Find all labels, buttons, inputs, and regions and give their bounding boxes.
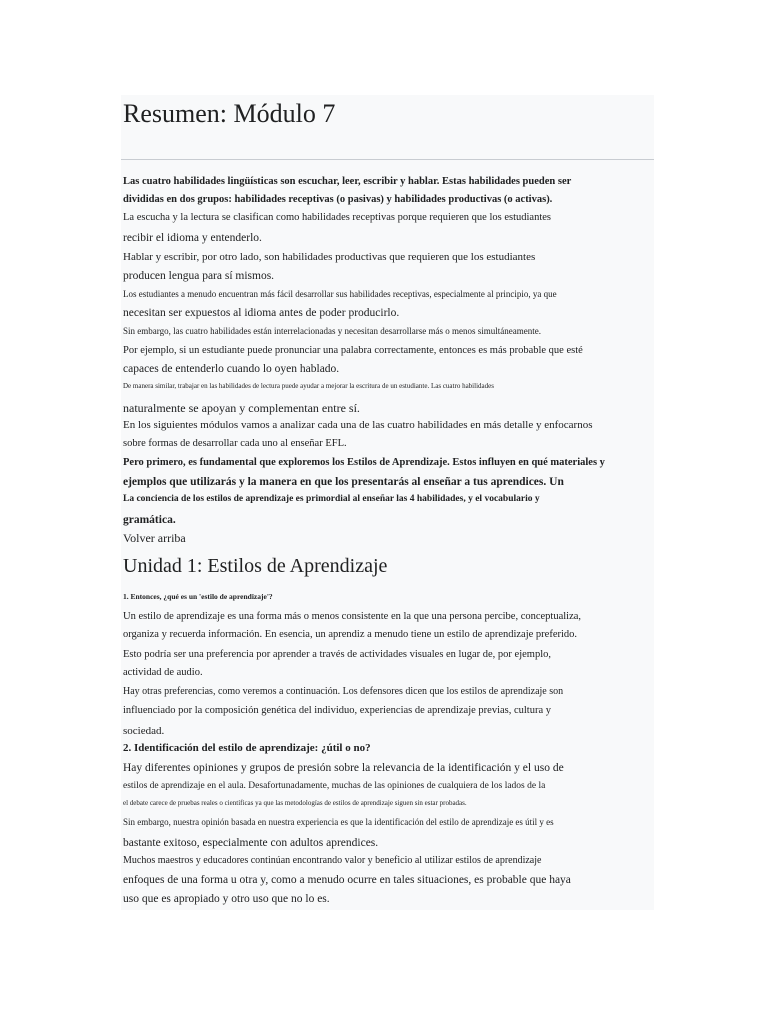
paragraph-line: Sin embargo, las cuatro habilidades están interrelacionadas y necesitan desarrollarse más o menos simultáneamente. — [123, 326, 541, 336]
paragraph-line: Hablar y escribir, por otro lado, son habilidades productivas que requieren que los estudiantes — [123, 251, 536, 263]
paragraph-line: estilos de aprendizaje en el aula. Desafortunadamente, muchas de las opiniones de cualquiera de los lados de la — [123, 781, 546, 791]
paragraph-line: La escucha y la lectura se clasifican como habilidades receptivas porque requieren que los estudiantes — [123, 212, 551, 223]
paragraph-line: el debate carece de pruebas reales o científicas ya que las metodologías de estilos de aprendizaje siguen sin estar probadas. — [123, 799, 467, 807]
unit-heading: Unidad 1: Estilos de Aprendizaje — [123, 555, 388, 577]
paragraph-line: Las cuatro habilidades lingüísticas son escuchar, leer, escribir y hablar. Estas habilidades pueden ser — [123, 176, 572, 187]
paragraph-line: organiza y recuerda información. En esencia, un aprendiz a menudo tiene un estilo de aprendizaje preferido. — [123, 629, 578, 640]
paragraph-line: influenciado por la composición genética del individuo, experiencias de aprendizaje previas, cultura y — [123, 705, 552, 716]
paragraph-line: Por ejemplo, si un estudiante puede pronunciar una palabra correctamente, entonces es más probable que esté — [123, 345, 583, 356]
paragraph-line: Sin embargo, nuestra opinión basada en nuestra experiencia es que la identificación del estilo de aprendizaje es útil y es — [123, 817, 554, 827]
paragraph-line: Muchos maestros y educadores continúan encontrando valor y beneficio al utilizar estilos de aprendizaje — [123, 855, 542, 866]
back-to-top-link[interactable]: Volver arriba — [123, 531, 186, 545]
paragraph-line: enfoques de una forma u otra y, como a menudo ocurre en tales situaciones, es probable que haya — [123, 874, 571, 886]
paragraph-line: capaces de entenderlo cuando lo oyen hablado. — [123, 363, 340, 375]
paragraph-line: En los siguientes módulos vamos a analizar cada una de las cuatro habilidades en más detalle y enfocarnos — [123, 419, 593, 431]
paragraph-line: La conciencia de los estilos de aprendizaje es primordial al enseñar las 4 habilidades, y el vocabulario y — [123, 494, 540, 504]
paragraph-line: divididas en dos grupos: habilidades receptivas (o pasivas) y habilidades productivas (o activas). — [123, 194, 553, 205]
paragraph-line: producen lengua para sí mismos. — [123, 270, 275, 282]
paragraph-line: actividad de audio. — [123, 667, 203, 678]
paragraph-line: ejemplos que utilizarás y la manera en que los presentarás al enseñar a tus aprendices. Un — [123, 476, 564, 488]
paragraph-line: Pero primero, es fundamental que exploremos los Estilos de Aprendizaje. Estos influyen en qué materiales y — [123, 457, 605, 468]
page-title: Resumen: Módulo 7 — [123, 99, 336, 128]
paragraph-line: De manera similar, trabajar en las habilidades de lectura puede ayudar a mejorar la escritura de un estudiante. Las cuatro habilidades — [123, 382, 494, 390]
paragraph-line: Esto podría ser una preferencia por aprender a través de actividades visuales en lugar de, por ejemplo, — [123, 649, 551, 660]
paragraph-line: Hay diferentes opiniones y grupos de presión sobre la relevancia de la identificación y el uso de — [123, 762, 564, 774]
paragraph-line: Un estilo de aprendizaje es una forma más o menos consistente en la que una persona percibe, conceptualiza, — [123, 611, 582, 622]
subheading: 1. Entonces, ¿qué es un 'estilo de aprendizaje'? — [123, 592, 273, 601]
paragraph-line: recibir el idioma y entenderlo. — [123, 232, 262, 244]
subheading: 2. Identificación del estilo de aprendizaje: ¿útil o no? — [123, 742, 371, 754]
title-divider — [121, 159, 654, 160]
paragraph-line: Hay otras preferencias, como veremos a continuación. Los defensores dicen que los estilos de aprendizaje son — [123, 686, 564, 697]
paragraph-line: necesitan ser expuestos al idioma antes de poder producirlo. — [123, 307, 400, 319]
paragraph-line: sociedad. — [123, 725, 165, 737]
paragraph-line: gramática. — [123, 514, 176, 526]
document-page — [121, 95, 654, 910]
paragraph-line: sobre formas de desarrollar cada uno al enseñar EFL. — [123, 438, 347, 449]
paragraph-line: naturalmente se apoyan y complementan entre sí. — [123, 401, 360, 415]
paragraph-line: Los estudiantes a menudo encuentran más fácil desarrollar sus habilidades receptivas, especialmente al principio, ya que — [123, 289, 557, 299]
paragraph-line: bastante exitoso, especialmente con adultos aprendices. — [123, 837, 379, 849]
paragraph-line: uso que es apropiado y otro uso que no lo es. — [123, 893, 330, 905]
